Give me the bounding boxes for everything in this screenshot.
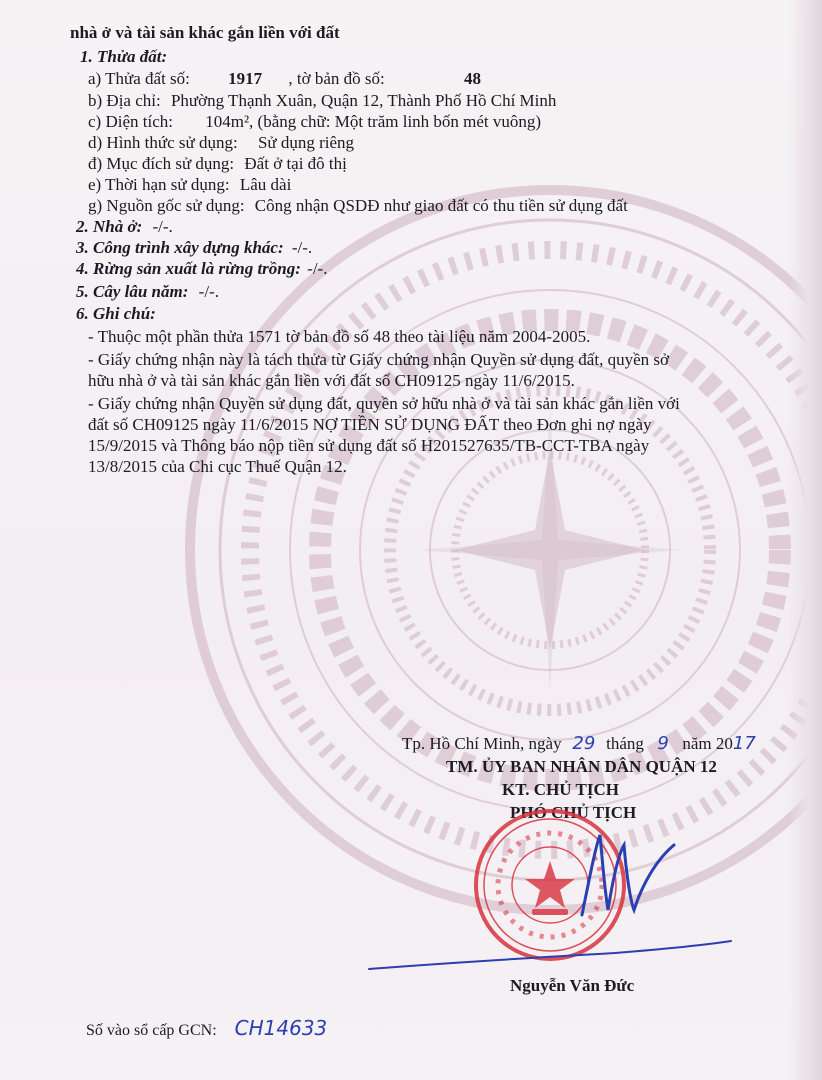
date-year-suffix: 17 — [732, 733, 756, 754]
forest-value: -/-. — [307, 259, 328, 278]
note-2-line-2: hữu nhà ở và tài sản khác gắn liền với đất số CH09125 ngày 11/6/2015. — [88, 371, 575, 390]
land-heading: 1. Thửa đất: — [80, 47, 168, 66]
plot-row — [88, 68, 481, 89]
house-label: 2. Nhà ở: — [76, 217, 143, 236]
month-label: tháng — [606, 734, 644, 753]
purpose-value: Đất ở tại đô thị — [244, 154, 347, 173]
construction-row — [76, 237, 312, 258]
term-label: e) Thời hạn sử dụng: — [88, 175, 230, 194]
area-label: c) Diện tích: — [88, 112, 173, 131]
gcn-label: Số vào sổ cấp GCN: — [86, 1022, 217, 1039]
year-label: năm 20 — [682, 734, 733, 753]
note-3-line-2: đất số CH09125 ngày 11/6/2015 NỢ TIỀN SỬ DỤNG ĐẤT theo Đơn ghi nợ ngày — [88, 415, 652, 434]
gcn-value: CH14633 — [234, 1016, 328, 1040]
org-name: TM. ỦY BAN NHÂN DÂN QUẬN 12 — [446, 757, 717, 776]
note-3-line-4: 13/8/2015 của Chi cục Thuế Quận 12. — [88, 457, 347, 476]
note-1: - Thuộc một phần thửa 1571 tờ bản đồ số 48 theo tài liệu năm 2004-2005. — [88, 327, 591, 346]
position-1: KT. CHỦ TỊCH — [502, 780, 619, 799]
perennial-label: 5. Cây lâu năm: — [76, 282, 189, 301]
construction-label: 3. Công trình xây dựng khác: — [76, 238, 284, 257]
plot-label: a) Thửa đất số: — [88, 69, 190, 88]
origin-row — [88, 195, 628, 216]
section-heading: nhà ở và tài sản khác gắn liền với đất — [70, 23, 340, 42]
perennial-row — [76, 281, 219, 302]
date-day: 29 — [572, 733, 596, 754]
place-date — [402, 733, 756, 754]
form-label: d) Hình thức sử dụng: — [88, 133, 238, 152]
position-2: PHÓ CHỦ TỊCH — [510, 803, 637, 822]
origin-label: g) Nguồn gốc sử dụng: — [88, 196, 245, 215]
address-value: Phường Thạnh Xuân, Quận 12, Thành Phố Hồ Chí Minh — [170, 91, 557, 110]
area-value: 104m², (bằng chữ: Một trăm linh bốn mét vuông) — [205, 112, 542, 131]
handwritten-signature — [560, 815, 680, 925]
purpose-label: đ) Mục đích sử dụng: — [88, 154, 235, 173]
house-value: -/-. — [152, 217, 173, 236]
forest-label: 4. Rừng sản xuất là rừng trồng: — [76, 259, 301, 278]
plot-number: 1917 — [228, 69, 263, 88]
note-3-line-1: - Giấy chứng nhận Quyền sử dụng đất, quyền sở hữu nhà ở và tài sản khác gắn liền với — [88, 394, 680, 413]
map-number: 48 — [464, 69, 482, 88]
purpose-row — [88, 153, 347, 174]
place-date-prefix: Tp. Hồ Chí Minh, ngày — [402, 734, 562, 753]
area-row — [88, 111, 541, 132]
date-month: 9 — [657, 733, 669, 754]
gcn-row — [86, 1018, 327, 1041]
construction-value: -/-. — [291, 238, 313, 257]
address-row — [88, 90, 556, 111]
note-3-line-3: 15/9/2015 và Thông báo nộp tiền sử dụng đất số H201527635/TB-CCT-TBA ngày — [88, 436, 650, 455]
forest-row — [76, 258, 327, 279]
term-value: Lâu dài — [239, 175, 292, 194]
origin-value: Công nhận QSDĐ như giao đất có thu tiền sử dụng đất — [254, 196, 628, 215]
house-row — [76, 216, 173, 237]
form-value: Sử dụng riêng — [257, 133, 355, 152]
form-row — [88, 132, 354, 153]
address-label: b) Địa chỉ: — [88, 91, 161, 110]
perennial-value: -/-. — [198, 282, 219, 301]
pen-stroke — [365, 935, 735, 975]
map-label: , tờ bản đồ số: — [288, 69, 385, 88]
notes-heading: 6. Ghi chú: — [76, 304, 156, 323]
signer-name: Nguyễn Văn Đức — [510, 976, 635, 995]
note-2-line-1: - Giấy chứng nhận này là tách thửa từ Giấy chứng nhận Quyền sử dụng đất, quyền sở — [88, 350, 669, 369]
term-row — [88, 174, 291, 195]
